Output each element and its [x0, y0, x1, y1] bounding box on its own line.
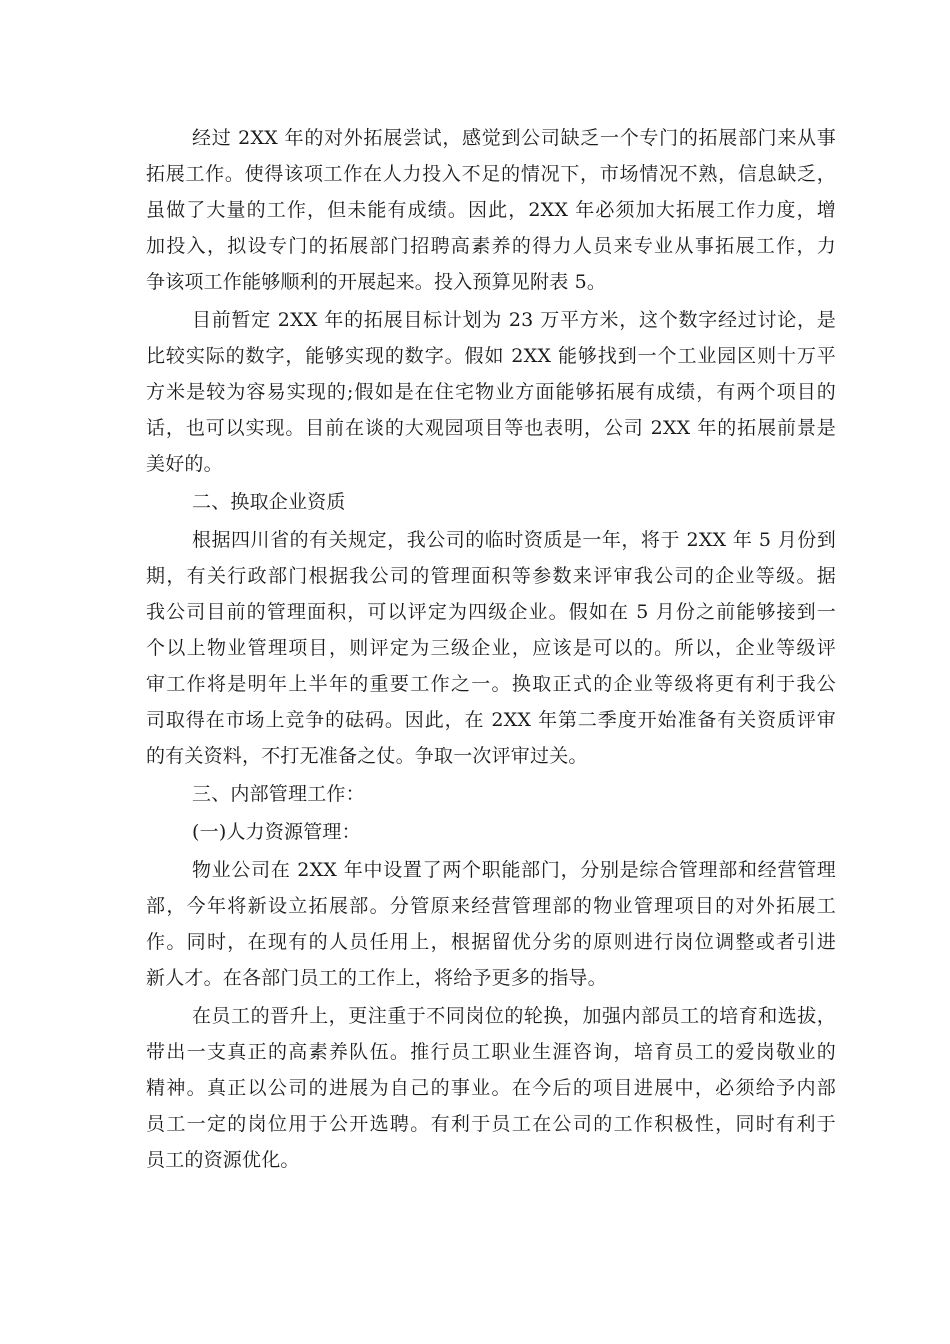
text-line: 根据四川省的有关规定，我公司的临时资质是一年，将于 2XX 年 5 月份到 [192, 529, 836, 551]
text-line: 拓展工作。使得该项工作在人力投入不足的情况下，市场情况不熟，信息缺乏， [146, 163, 836, 185]
text-line: 加投入，拟设专门的拓展部门招聘高素养的得力人员来专业从事拓展工作，力 [146, 235, 836, 257]
text-line: 新人才。在各部门员工的工作上，将给予更多的指导。 [146, 967, 607, 989]
text-line: 物业公司在 2XX 年中设置了两个职能部门，分别是综合管理部和经营管理 [192, 859, 836, 881]
text-line: 经过 2XX 年的对外拓展尝试，感觉到公司缺乏一个专门的拓展部门来从事 [192, 127, 836, 149]
text-line: 争该项工作能够顺利的开展起来。投入预算见附表 5。 [146, 271, 607, 293]
subsection-heading: (一)人力资源管理： [192, 821, 361, 843]
text-line: 个以上物业管理项目，则评定为三级企业，应该是可以的。所以，企业等级评 [146, 637, 836, 659]
section-heading: 三、内部管理工作： [192, 783, 365, 805]
text-line: 比较实际的数字，能够实现的数字。假如 2XX 能够找到一个工业园区则十万平 [146, 345, 836, 367]
text-line: 司取得在市场上竞争的砝码。因此，在 2XX 年第二季度开始准备有关资质评审 [146, 709, 836, 731]
text-line: 的有关资料，不打无准备之仗。争取一次评审过关。 [146, 745, 588, 767]
text-line: 虽做了大量的工作，但未能有成绩。因此，2XX 年必须加大拓展工作力度，增 [146, 199, 836, 221]
text-line: 我公司目前的管理面积，可以评定为四级企业。假如在 5 月份之前能够接到一 [146, 601, 836, 623]
text-line: 审工作将是明年上半年的重要工作之一。换取正式的企业等级将更有利于我公 [146, 673, 836, 695]
text-line: 目前暂定 2XX 年的拓展目标计划为 23 万平方米，这个数字经过讨论，是 [192, 309, 836, 331]
text-line: 期，有关行政部门根据我公司的管理面积等参数来评审我公司的企业等级。据 [146, 565, 836, 587]
text-line: 在员工的晋升上，更注重于不同岗位的轮换，加强内部员工的培育和选拔， [192, 1005, 836, 1027]
text-line: 作。同时，在现有的人员任用上，根据留优分劣的原则进行岗位调整或者引进 [146, 931, 836, 953]
text-line: 精神。真正以公司的进展为自己的事业。在今后的项目进展中，必须给予内部 [146, 1077, 836, 1099]
text-line: 员工的资源优化。 [146, 1149, 300, 1171]
text-line: 方米是较为容易实现的;假如是在住宅物业方面能够拓展有成绩，有两个项目的 [146, 381, 836, 403]
section-heading: 二、换取企业资质 [192, 491, 346, 513]
text-line: 话，也可以实现。目前在谈的大观园项目等也表明，公司 2XX 年的拓展前景是 [146, 417, 836, 439]
text-line: 部，今年将新设立拓展部。分管原来经营管理部的物业管理项目的对外拓展工 [146, 895, 836, 917]
text-line: 员工一定的岗位用于公开选聘。有利于员工在公司的工作积极性，同时有利于 [146, 1113, 836, 1135]
text-line: 美好的。 [146, 453, 223, 475]
text-line: 带出一支真正的高素养队伍。推行员工职业生涯咨询，培育员工的爱岗敬业的 [146, 1041, 836, 1063]
